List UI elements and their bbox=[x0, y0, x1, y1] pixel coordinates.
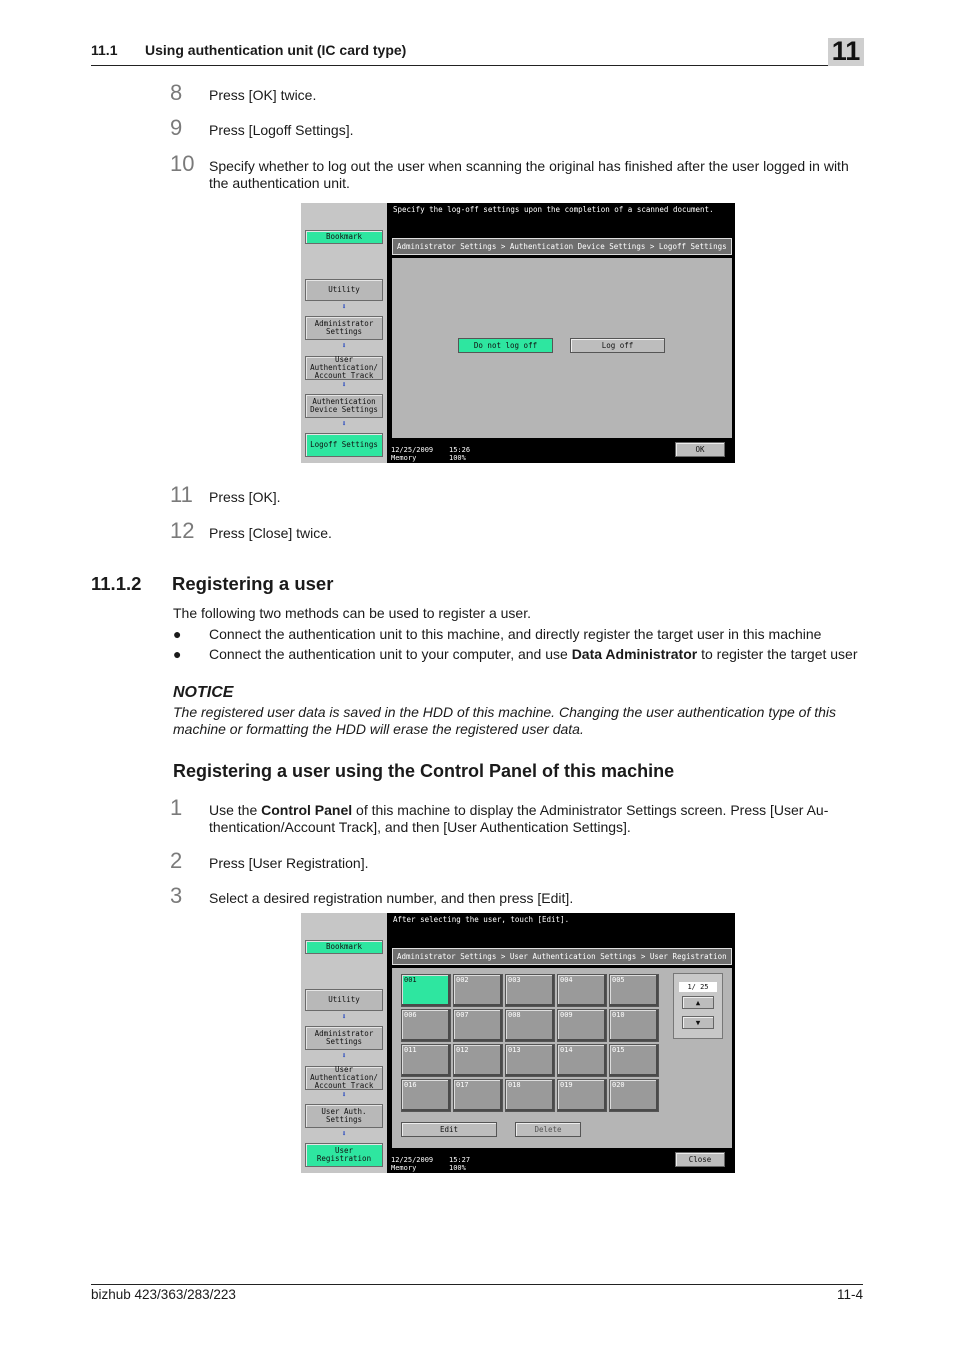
header-section-title: Using authentication unit (IC card type) bbox=[145, 42, 407, 58]
arrow-down-icon: ⬇ bbox=[341, 419, 347, 428]
user-number-cell[interactable]: 006 bbox=[401, 1009, 451, 1042]
user-number-cell[interactable]: 018 bbox=[505, 1079, 555, 1112]
step-text-part: of this machine to display the Administrator Settings screen. Press [User Au-thentication/Account Track], and then [User Authentication Settings]. bbox=[209, 802, 829, 835]
status-bar bbox=[388, 439, 735, 463]
bullet-icon: ● bbox=[173, 626, 182, 642]
user-authentication-button[interactable]: User Authentication/ Account Track bbox=[305, 356, 383, 380]
bullet-text: Connect the authentication unit to this machine, and directly register the target user in this machine bbox=[209, 626, 822, 642]
bullet-icon: ● bbox=[173, 646, 182, 662]
arrow-down-icon: ⬇ bbox=[341, 1012, 347, 1021]
bullet-text-part: to register the target user bbox=[697, 646, 858, 662]
step-text-part: Use the bbox=[209, 802, 262, 818]
close-button[interactable]: Close bbox=[675, 1152, 725, 1167]
user-registration-screen bbox=[301, 913, 735, 1173]
section-number: 11.1.2 bbox=[91, 573, 142, 594]
user-number-cell[interactable]: 015 bbox=[609, 1044, 659, 1077]
status-date: 12/25/2009 bbox=[391, 446, 434, 454]
user-number-cell[interactable]: 012 bbox=[453, 1044, 503, 1077]
status-memory-value: 100% bbox=[449, 454, 466, 462]
user-number-cell[interactable]: 010 bbox=[609, 1009, 659, 1042]
status-memory-label: Memory bbox=[391, 454, 417, 462]
status-memory-label: Memory bbox=[391, 1164, 417, 1172]
message-bar: After selecting the user, touch [Edit]. bbox=[388, 913, 735, 947]
section-title-text: Registering a user bbox=[172, 573, 334, 594]
section-intro: The following two methods can be used to register a user. bbox=[173, 605, 531, 621]
user-number-cell[interactable]: 017 bbox=[453, 1079, 503, 1112]
subsection-title: Registering a user using the Control Panel of this machine bbox=[173, 761, 675, 781]
left-panel bbox=[301, 913, 387, 1173]
page-indicator: 1/ 25 bbox=[679, 982, 717, 992]
notice-title: NOTICE bbox=[173, 684, 234, 701]
user-number-cell[interactable]: 013 bbox=[505, 1044, 555, 1077]
step-text: Press [Logoff Settings]. bbox=[209, 122, 354, 138]
step-text: Press [OK] twice. bbox=[209, 87, 317, 103]
administrator-settings-button[interactable]: Administrator Settings bbox=[305, 1026, 383, 1050]
user-registration-button[interactable]: User Registration bbox=[305, 1143, 383, 1167]
step-number: 8 bbox=[170, 80, 183, 105]
user-number-cell[interactable]: 019 bbox=[557, 1079, 607, 1112]
user-authentication-button[interactable]: User Authentication/ Account Track bbox=[305, 1066, 383, 1090]
status-time: 15:27 bbox=[449, 1156, 471, 1164]
user-number-cell[interactable]: 014 bbox=[557, 1044, 607, 1077]
delete-button[interactable]: Delete bbox=[515, 1122, 581, 1137]
bullet-text-part: Connect the authentication unit to your computer, and use bbox=[209, 646, 572, 662]
status-bar bbox=[388, 1149, 735, 1173]
step-number: 1 bbox=[170, 795, 183, 820]
status-date: 12/25/2009 bbox=[391, 1156, 434, 1164]
message-bar: Specify the log-off settings upon the completion of a scanned document. bbox=[388, 203, 735, 237]
step-text: Select a desired registration number, and then press [Edit]. bbox=[209, 890, 574, 906]
user-number-cell[interactable]: 020 bbox=[609, 1079, 659, 1112]
bullet-text bbox=[209, 646, 859, 663]
step-text: Press [User Registration]. bbox=[209, 855, 369, 871]
user-number-cell[interactable]: 001 bbox=[401, 974, 451, 1007]
step-text: Press [Close] twice. bbox=[209, 525, 332, 541]
arrow-down-icon: ⬇ bbox=[341, 302, 347, 311]
step-number: 12 bbox=[170, 518, 195, 543]
user-number-cell[interactable]: 005 bbox=[609, 974, 659, 1007]
user-number-cell[interactable]: 004 bbox=[557, 974, 607, 1007]
logoff-settings-button[interactable]: Logoff Settings bbox=[305, 433, 383, 457]
step-number: 11 bbox=[170, 482, 193, 507]
step-number: 3 bbox=[170, 883, 183, 908]
step-number: 2 bbox=[170, 848, 183, 873]
arrow-down-icon: ⬇ bbox=[341, 1129, 347, 1138]
main-area bbox=[392, 968, 732, 1148]
user-number-cell[interactable]: 011 bbox=[401, 1044, 451, 1077]
user-number-cell[interactable]: 003 bbox=[505, 974, 555, 1007]
page-control bbox=[673, 973, 723, 1039]
administrator-settings-button[interactable]: Administrator Settings bbox=[305, 316, 383, 340]
arrow-down-icon: ⬇ bbox=[341, 380, 347, 389]
step-text bbox=[209, 802, 859, 836]
authentication-device-settings-button[interactable]: Authentication Device Settings bbox=[305, 394, 383, 418]
log-off-button[interactable]: Log off bbox=[570, 338, 665, 353]
bookmark-button[interactable]: Bookmark bbox=[305, 230, 383, 244]
step-number: 9 bbox=[170, 115, 183, 140]
arrow-down-icon: ⬇ bbox=[341, 341, 347, 350]
step-text-bold: Control Panel bbox=[261, 802, 353, 818]
page-down-button[interactable]: ▼ bbox=[682, 1016, 714, 1029]
user-number-cell[interactable]: 002 bbox=[453, 974, 503, 1007]
status-memory-value: 100% bbox=[449, 1164, 466, 1172]
step-text: Press [OK]. bbox=[209, 489, 281, 505]
user-number-cell[interactable]: 007 bbox=[453, 1009, 503, 1042]
header-rule bbox=[91, 65, 863, 66]
arrow-down-icon: ⬇ bbox=[341, 1090, 347, 1099]
header-section-number: 11.1 bbox=[91, 42, 118, 58]
notice-body: The registered user data is saved in the HDD of this machine. Changing the user authentication type of this machine or formatting the HDD will erase the registered user data. bbox=[173, 704, 837, 737]
step-text: Specify whether to log out the user when scanning the original has finished after the user logged in with the authentication unit. bbox=[209, 158, 849, 191]
left-panel bbox=[301, 203, 387, 463]
bullet-text-bold: Data Administrator bbox=[571, 646, 698, 662]
step-number: 10 bbox=[170, 151, 195, 176]
logoff-settings-screen bbox=[301, 203, 735, 463]
user-auth-settings-button[interactable]: User Auth. Settings bbox=[305, 1104, 383, 1128]
main-area bbox=[392, 258, 732, 438]
section-title bbox=[91, 573, 333, 595]
utility-button[interactable]: Utility bbox=[305, 279, 383, 301]
footer-page-number: 11-4 bbox=[836, 1287, 863, 1302]
page-up-button[interactable]: ▲ bbox=[682, 996, 714, 1009]
edit-button[interactable]: Edit bbox=[401, 1122, 497, 1137]
footer-model: bizhub 423/363/283/223 bbox=[91, 1287, 236, 1302]
utility-button[interactable]: Utility bbox=[305, 989, 383, 1011]
status-time: 15:26 bbox=[449, 446, 471, 454]
user-number-cell[interactable]: 009 bbox=[557, 1009, 607, 1042]
user-number-cell[interactable]: 016 bbox=[401, 1079, 451, 1112]
ok-button[interactable]: OK bbox=[675, 442, 725, 457]
user-number-cell[interactable]: 008 bbox=[505, 1009, 555, 1042]
arrow-down-icon: ⬇ bbox=[341, 1051, 347, 1060]
do-not-log-off-button[interactable]: Do not log off bbox=[458, 338, 553, 353]
breadcrumb: Administrator Settings > Authentication Device Settings > Logoff Settings bbox=[392, 238, 732, 255]
breadcrumb: Administrator Settings > User Authentication Settings > User Registration bbox=[392, 948, 732, 965]
footer-rule bbox=[91, 1284, 863, 1285]
bookmark-button[interactable]: Bookmark bbox=[305, 940, 383, 954]
chapter-number: 11 bbox=[831, 36, 861, 66]
